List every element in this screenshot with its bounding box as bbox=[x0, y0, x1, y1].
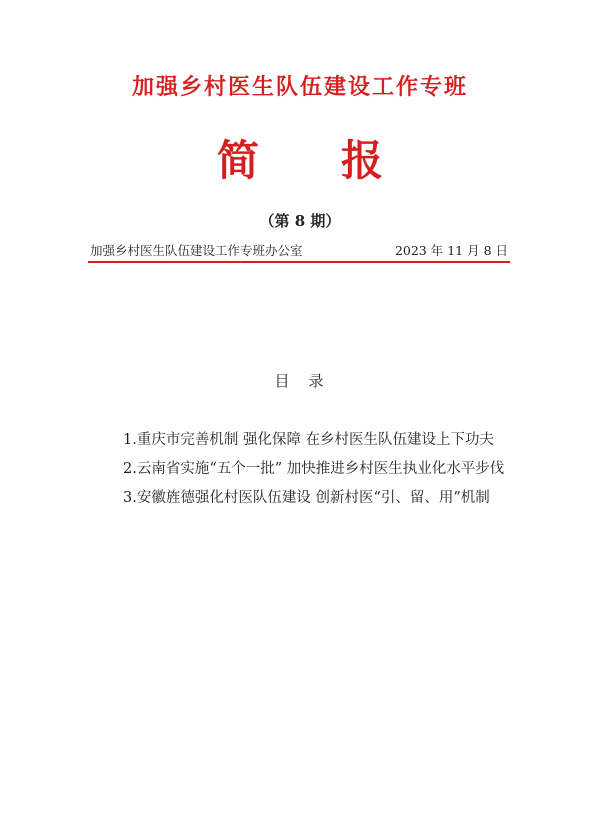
red-divider bbox=[88, 261, 510, 263]
bulletin-title-char-1: 简 bbox=[216, 136, 259, 185]
bulletin-title-char-2: 报 bbox=[341, 136, 384, 185]
toc-item[interactable]: 2.云南省实施“五个一批” 加快推进乡村医生执业化水平步伐 bbox=[123, 461, 505, 477]
bulletin-title bbox=[0, 128, 600, 188]
meta-line bbox=[90, 241, 508, 259]
toc-list bbox=[123, 426, 543, 513]
toc-item[interactable]: 1.重庆市完善机制 强化保障 在乡村医生队伍建设上下功夫 bbox=[123, 432, 495, 448]
office-name: 加强乡村医生队伍建设工作专班办公室 bbox=[90, 243, 303, 258]
issue-number: （第 8 期） bbox=[259, 212, 341, 230]
toc-item[interactable]: 3.安徽旌德强化村医队伍建设 创新村医“引、留、用”机制 bbox=[123, 490, 490, 506]
org-title: 加强乡村医生队伍建设工作专班 bbox=[131, 74, 468, 100]
toc-title: 目 录 bbox=[274, 372, 326, 390]
publish-date: 2023 年 11 月 8 日 bbox=[394, 243, 508, 258]
